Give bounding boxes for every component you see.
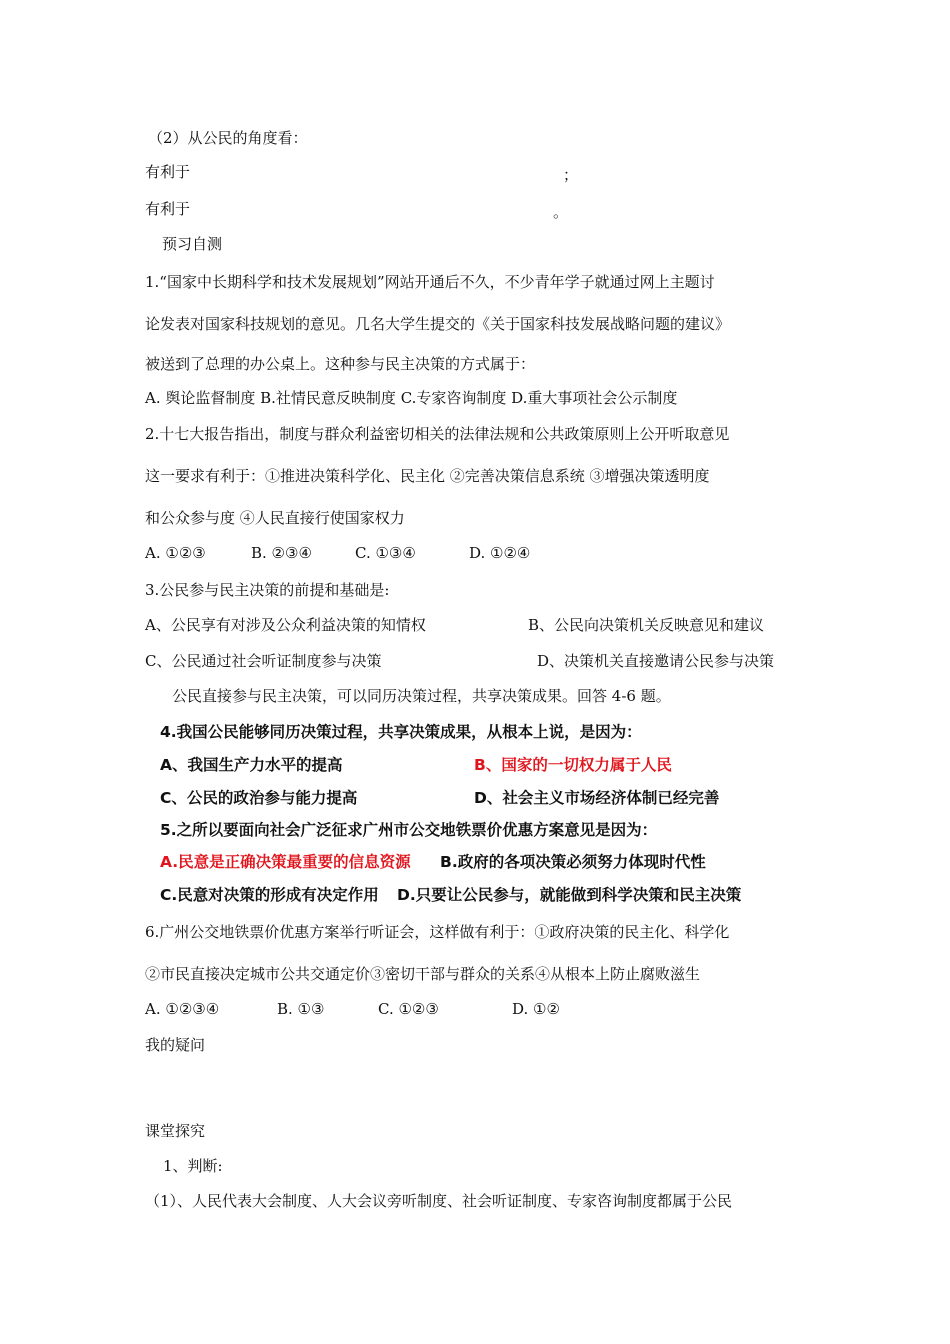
benefit-line-1-end: ； (563, 166, 579, 184)
benefit-line-2-end: 。 (553, 203, 569, 221)
q2-option-b: B. ②③④ (251, 544, 312, 562)
my-questions-heading: 我的疑问 (145, 1036, 206, 1054)
q6-option-c: C. ①②③ (378, 1000, 439, 1018)
q6-line-1: 6.广州公交地铁票价优惠方案举行听证会，这样做有利于：①政府决策的民主化、科学化 (145, 923, 730, 941)
q4-option-a: A、我国生产力水平的提高 (160, 756, 343, 774)
q6-line-2: ②市民直接决定城市公共交通定价③密切干部与群众的关系④从根本上防止腐败滋生 (145, 965, 701, 983)
q4-option-b-answer: B、国家的一切权力属于人民 (474, 756, 672, 774)
q3-stem: 3.公民参与民主决策的前提和基础是: (145, 581, 390, 599)
q3-option-c: C、公民通过社会听证制度参与决策 (145, 652, 382, 670)
q1-line-3: 被送到了总理的办公桌上。这种参与民主决策的方式属于： (145, 355, 536, 373)
q6-option-b: B. ①③ (277, 1000, 325, 1018)
q2-option-c: C. ①③④ (355, 544, 416, 562)
q1-line-1: 1.“国家中长期科学和技术发展规划”网站开通后不久，不少青年学子就通过网上主题讨 (145, 273, 715, 291)
q1-line-2: 论发表对国家科技规划的意见。几名大学生提交的《关于国家科技发展战略问题的建议》 (145, 315, 731, 333)
intro-questions-4-6: 公民直接参与民主决策，可以同历决策过程，共享决策成果。回答 4-6 题。 (172, 687, 671, 705)
q3-option-a: A、公民享有对涉及公众利益决策的知情权 (145, 616, 426, 634)
q5-option-c: C.民意对决策的形成有决定作用 (160, 886, 379, 904)
q2-line-2: 这一要求有利于：①推进决策科学化、民主化 ②完善决策信息系统 ③增强决策透明度 (145, 467, 710, 485)
q5-option-a-answer: A.民意是正确决策最重要的信息资源 (160, 853, 411, 871)
class-explore-heading: 课堂探究 (145, 1122, 206, 1140)
q1-options: A. 舆论监督制度 B.社情民意反映制度 C.专家咨询制度 D.重大事项社会公示制度 (145, 389, 678, 407)
q4-option-d: D、社会主义市场经济体制已经完善 (474, 789, 720, 807)
q6-option-a: A. ①②③④ (145, 1000, 220, 1018)
citizen-perspective-heading: （2）从公民的角度看： (148, 129, 308, 147)
q2-line-1: 2.十七大报告指出，制度与群众利益密切相关的法律法规和公共政策原则上公开听取意见 (145, 425, 730, 443)
q5-option-b: B.政府的各项决策必须努力体现时代性 (440, 853, 706, 871)
judge-heading: 1、判断: (163, 1157, 223, 1175)
q4-stem: 4.我国公民能够同历决策过程，共享决策成果，从根本上说，是因为： (160, 723, 642, 741)
q5-option-d: D.只要让公民参与，就能做到科学决策和民主决策 (397, 886, 742, 904)
q2-option-a: A. ①②③ (145, 544, 206, 562)
q5-stem: 5.之所以要面向社会广泛征求广州市公交地铁票价优惠方案意见是因为： (160, 821, 658, 839)
q2-option-d: D. ①②④ (469, 544, 531, 562)
q3-option-b: B、公民向决策机关反映意见和建议 (528, 616, 765, 634)
preview-heading: 预习自测 (162, 235, 223, 253)
q6-option-d: D. ①② (512, 1000, 560, 1018)
benefit-line-1-label: 有利于 (145, 163, 191, 181)
judge-item-1: （1）、人民代表大会制度、人大会议旁听制度、社会听证制度、专家咨询制度都属于公民 (145, 1192, 733, 1210)
benefit-line-2-label: 有利于 (145, 200, 191, 218)
q4-option-c: C、公民的政治参与能力提高 (160, 789, 358, 807)
q3-option-d: D、决策机关直接邀请公民参与决策 (537, 652, 775, 670)
q2-line-3: 和公众参与度 ④人民直接行使国家权力 (145, 509, 405, 527)
